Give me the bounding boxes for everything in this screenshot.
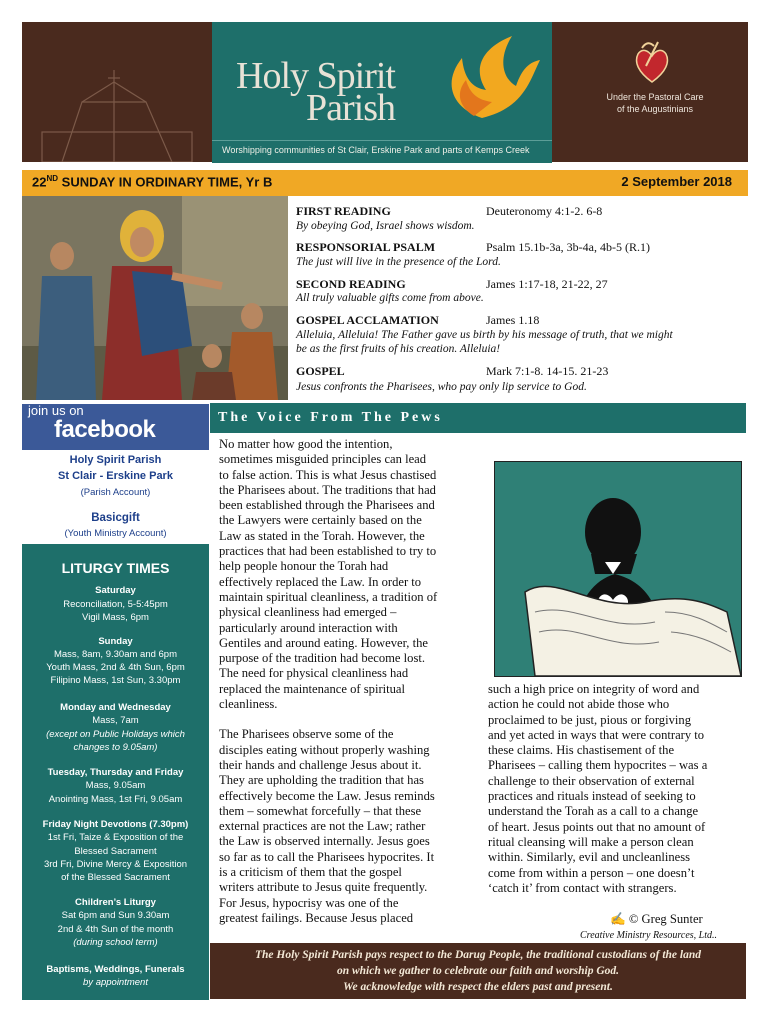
reading-4-summary-line2: be as the first fruits of his creation. Alleluia!	[296, 343, 501, 355]
article-line: The Pharisees observe some of the	[219, 727, 394, 742]
article-line: No matter how good the intention,	[219, 437, 393, 451]
fb-account-youth-name[interactable]: Basicgift	[91, 512, 140, 524]
article-line: their hands and challenge Jesus about it.	[219, 757, 422, 772]
article-line: practices that had been established to try to	[219, 544, 437, 559]
liturgy-line: Anointing Mass, 1st Fri, 9.05am	[48, 794, 183, 805]
article-line: within. Similarly, evil and uncleanliness	[488, 850, 691, 865]
article-credit: Creative Ministry Resources, Ltd..	[580, 930, 718, 941]
liturgy-line: Blessed Sacrament	[74, 846, 157, 857]
church-silhouette	[22, 22, 212, 162]
parish-title-line1: Holy Spirit	[236, 55, 395, 97]
header-left-panel	[22, 22, 212, 162]
article-line: particularly around interaction with	[219, 620, 398, 635]
article-line: and yet acted in ways that were contrary to	[488, 727, 705, 742]
fb-account-parish-name[interactable]: Holy Spirit Parish	[69, 454, 162, 466]
facebook-join-text: join us on	[28, 403, 84, 418]
article-line: Law as stated in the Torah. However, the	[219, 528, 425, 543]
article-line: so far as to call the Pharisees hypocrites. It	[219, 849, 435, 864]
article-line: of heart. Jesus points out that no amount of	[488, 819, 706, 834]
liturgy-line: changes to 9.05am)	[73, 742, 158, 753]
article-line: writers attribute to Jesus quite frequently.	[219, 880, 428, 895]
liturgy-line: Filipino Mass, 1st Sun, 3.30pm	[50, 675, 181, 686]
augustinian-emblem	[628, 38, 676, 84]
reading-1-heading: FIRST READING	[296, 204, 391, 218]
reading-4-ref: James 1.18	[486, 313, 540, 327]
pastoral-care-line1: Under the Pastoral Care	[606, 92, 704, 102]
article-line: come from within a person – one doesn’t	[488, 865, 695, 880]
reading-1-summary: By obeying God, Israel shows wisdom.	[296, 220, 475, 232]
liturgy-line: Mass, 7am	[92, 715, 139, 726]
parish-title-line2: Parish	[306, 87, 395, 129]
article-line: ritual cleansing will make a person clean	[488, 834, 694, 849]
article-line: ‘catch it’ from contact with strangers.	[488, 880, 677, 895]
liturgy-line: Reconciliation, 5-5:45pm	[63, 599, 168, 610]
liturgy-line: 1st Fri, Taize & Exposition of the	[47, 832, 184, 843]
article-column-2	[488, 682, 748, 896]
article-line: sometimes misguided principles can lead	[219, 452, 427, 467]
liturgy-line: by appointment	[83, 977, 148, 988]
article-line: effectively become the Law. Jesus reminds	[219, 788, 435, 803]
acknowledgement-line3: We acknowledge with respect the elders past and present.	[343, 981, 613, 993]
article-line: them – somewhat forcefully – that these	[219, 803, 422, 818]
preacher-scroll-illustration	[494, 461, 742, 677]
article-line: Gentiles and around eating. However, the	[219, 635, 428, 650]
article-line: They are upholding the tradition that has	[219, 773, 424, 788]
article-line: For Jesus, hypocrisy was one of the	[219, 895, 399, 910]
reading-5-ref: Mark 7:1-8. 14-15. 21-23	[486, 364, 609, 378]
article-line: greatest failings. Because Jesus placed	[219, 910, 414, 925]
article-line: such a high price on integrity of word and	[488, 682, 700, 696]
liturgy-line: of the Blessed Sacrament	[61, 872, 170, 883]
reading-3-summary: All truly valuable gifts come from above.	[296, 292, 484, 304]
liturgy-line: (during school term)	[73, 937, 158, 948]
article-line: to false action. This is what Jesus chastised	[219, 467, 437, 482]
liturgy-line: (except on Public Holidays which	[46, 729, 185, 740]
article-line: been established through the Pharisees and	[219, 498, 435, 513]
reading-3-heading: SECOND READING	[296, 277, 406, 291]
article-line: these claims. His chastisement of the	[488, 743, 675, 758]
bulletin-date: 2 September 2018	[621, 174, 732, 189]
article-line: the Law is observed internally. Jesus goes	[219, 834, 430, 849]
liturgy-line: Sat 6pm and Sun 9.30am	[61, 910, 170, 921]
pastoral-care-line2: of the Augustinians	[616, 104, 694, 114]
liturgy-line: Friday Night Devotions (7.30pm)	[42, 819, 189, 830]
liturgy-line: Monday and Wednesday	[60, 702, 171, 713]
reading-4-heading: GOSPEL ACCLAMATION	[296, 313, 439, 327]
article-line: purpose of the tradition had become lost.	[219, 651, 425, 666]
liturgy-line: Baptisms, Weddings, Funerals	[46, 964, 185, 975]
reading-2-heading: RESPONSORIAL PSALM	[296, 240, 436, 254]
acknowledgement-line1: The Holy Spirit Parish pays respect to the Darug People, the traditional custodians of the land	[255, 949, 701, 961]
article-line: proclaimed to be just, pious or forgiving	[488, 712, 691, 727]
reading-5-summary: Jesus confronts the Pharisees, who pay only lip service to God.	[296, 381, 587, 393]
gospel-icon-painting	[22, 196, 288, 400]
article-line: disciples eating without properly washing	[219, 742, 430, 757]
liturgy-line: Tuesday, Thursday and Friday	[47, 767, 184, 778]
reading-5-heading: GOSPEL	[296, 364, 345, 378]
article-line: effectively replaced the Law. In order to	[219, 574, 422, 589]
reading-1-ref: Deuteronomy 4:1-2. 6-8	[486, 204, 603, 218]
article-line: physical cleanliness had emerged –	[219, 605, 397, 620]
reading-2-ref: Psalm 15.1b-3a, 3b-4a, 4b-5 (R.1)	[486, 240, 650, 254]
fb-account-youth-label: (Youth Ministry Account)	[64, 528, 167, 539]
article-column-1	[219, 437, 489, 926]
fb-account-parish-location[interactable]: St Clair - Erskine Park	[58, 470, 173, 482]
liturgy-line: Vigil Mass, 6pm	[82, 612, 149, 623]
liturgy-times-title: LITURGY TIMES	[61, 560, 170, 576]
liturgy-line: 2nd & 4th Sun of the month	[57, 924, 174, 935]
sunday-title: 22ND SUNDAY IN ORDINARY TIME, Yr B	[32, 174, 273, 190]
liturgy-line: Mass, 8am, 9.30am and 6pm	[53, 649, 178, 660]
liturgy-line: Sunday	[98, 636, 133, 647]
fb-account-parish-label: (Parish Account)	[80, 487, 151, 498]
article-line: replaced the maintenance of spiritual	[219, 681, 406, 696]
acknowledgement-line2: on which we gather to celebrate our faith and worship God.	[336, 965, 620, 977]
article-line: practices and rituals instead of seeking to	[488, 789, 696, 804]
article-title: The Voice From The Pews	[218, 410, 443, 425]
article-line: challenge to their observation of external	[488, 773, 695, 788]
reading-2-summary: The just will live in the presence of the Lord.	[296, 256, 501, 268]
article-line: Pharisees – calling them hypocrites – was a	[488, 758, 708, 773]
liturgy-line: 3rd Fri, Divine Mercy & Exposition	[43, 859, 188, 870]
article-line: The need for physical cleanliness had	[219, 666, 409, 681]
reading-3-ref: James 1:17-18, 21-22, 27	[486, 277, 608, 291]
article-line: help people honour the Torah had	[219, 559, 389, 574]
paragraph-spacer	[219, 712, 489, 727]
article-line: external practices are not the Law; rather	[219, 819, 426, 834]
liturgy-line: Mass, 9.05am	[85, 780, 146, 791]
reading-4-summary-line1: Alleluia, Alleluia! The Father gave us birth by his message of truth, that we might	[296, 329, 673, 341]
article-line: cleanliness.	[219, 697, 278, 712]
liturgy-line: Youth Mass, 2nd & 4th Sun, 6pm	[46, 662, 185, 673]
article-author: ✍ © Greg Sunter	[610, 912, 703, 926]
dove-flame-logo	[412, 28, 542, 128]
article-line: understand the Torah as a call to a change	[488, 804, 699, 819]
article-line: is a criticism of them that the gospel	[219, 865, 402, 880]
liturgy-line: Children’s Liturgy	[75, 897, 156, 908]
article-line: the Pharisees about. The traditions that had	[219, 482, 436, 497]
article-line: the Lawyers were certainly based on the	[219, 513, 422, 528]
facebook-logo-text[interactable]: facebook	[54, 416, 156, 443]
tagline: Worshipping communities of St Clair, Erskine Park and parts of Kemps Creek	[222, 145, 530, 155]
article-line: maintain spiritual cleanliness, a tradition of	[219, 589, 438, 604]
article-line: action he could not abide those who	[488, 697, 670, 712]
liturgy-line: Saturday	[95, 585, 136, 596]
